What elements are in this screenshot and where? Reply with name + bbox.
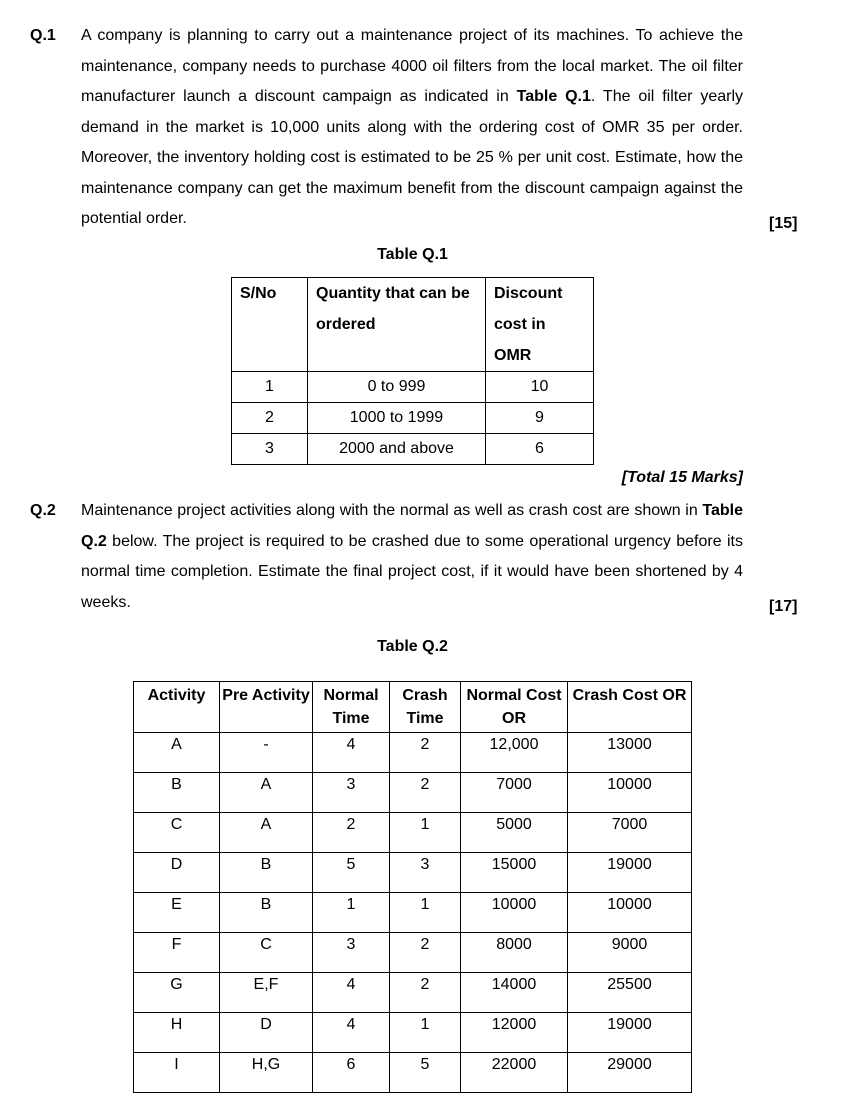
table-q1-row bbox=[232, 434, 594, 465]
table-q2-cell: 3 bbox=[313, 773, 390, 813]
table-q1-caption: Table Q.1 bbox=[377, 246, 448, 263]
table-q2-cell: 4 bbox=[313, 1013, 390, 1053]
table-q2-cell: 6 bbox=[313, 1053, 390, 1093]
table-q2-cell: 13000 bbox=[568, 733, 692, 773]
table-q2-cell: 5 bbox=[390, 1053, 461, 1093]
table-q1-header: S/No bbox=[232, 278, 308, 372]
table-q2-cell: B bbox=[220, 853, 313, 893]
table-q2-header: Crash Time bbox=[390, 682, 461, 733]
table-q2 bbox=[133, 681, 692, 1093]
question-1-marks: [15] bbox=[769, 215, 798, 232]
table-q2-row bbox=[134, 973, 692, 1013]
table-q2-cell: 3 bbox=[313, 933, 390, 973]
table-q2-cell: H bbox=[134, 1013, 220, 1053]
table-q2-cell: E,F bbox=[220, 973, 313, 1013]
table-q2-cell: C bbox=[134, 813, 220, 853]
table-q2-cell: 1 bbox=[313, 893, 390, 933]
table-q2-caption: Table Q.2 bbox=[377, 638, 448, 655]
table-q2-cell: 4 bbox=[313, 973, 390, 1013]
question-2-number: Q.2 bbox=[30, 502, 56, 519]
table-q1-cell: 1000 to 1999 bbox=[308, 403, 486, 434]
question-1-table-ref: Table Q.1 bbox=[516, 88, 591, 105]
table-q2-cell: A bbox=[220, 813, 313, 853]
table-q2-row bbox=[134, 933, 692, 973]
table-q2-cell: 22000 bbox=[461, 1053, 568, 1093]
table-q1-row bbox=[232, 372, 594, 403]
table-q1-row bbox=[232, 403, 594, 434]
table-q1-cell: 2000 and above bbox=[308, 434, 486, 465]
table-q1-header: Discount cost in OMR bbox=[486, 278, 594, 372]
table-q2-header: Normal Time bbox=[313, 682, 390, 733]
table-q2-cell: 14000 bbox=[461, 973, 568, 1013]
table-q2-cell: G bbox=[134, 973, 220, 1013]
table-q1-cell: 6 bbox=[486, 434, 594, 465]
table-q2-cell: A bbox=[134, 733, 220, 773]
table-q2-cell: 29000 bbox=[568, 1053, 692, 1093]
table-q2-cell: 10000 bbox=[461, 893, 568, 933]
table-q2-header: Normal Cost OR bbox=[461, 682, 568, 733]
table-q1-header-row bbox=[232, 278, 594, 372]
table-q2-cell: 2 bbox=[390, 973, 461, 1013]
table-q2-cell: E bbox=[134, 893, 220, 933]
table-q2-row bbox=[134, 733, 692, 773]
table-q2-row bbox=[134, 1013, 692, 1053]
table-q1 bbox=[231, 277, 594, 465]
table-q1-cell: 2 bbox=[232, 403, 308, 434]
table-q2-cell: D bbox=[220, 1013, 313, 1053]
table-q2-cell: B bbox=[220, 893, 313, 933]
table-q2-cell: 12000 bbox=[461, 1013, 568, 1053]
table-q2-header: Crash Cost OR bbox=[568, 682, 692, 733]
question-1-number: Q.1 bbox=[30, 27, 56, 44]
table-q2-cell: 8000 bbox=[461, 933, 568, 973]
table-q2-header: Activity bbox=[134, 682, 220, 733]
table-q2-cell: H,G bbox=[220, 1053, 313, 1093]
table-q2-cell: B bbox=[134, 773, 220, 813]
table-q1-cell: 9 bbox=[486, 403, 594, 434]
table-q2-cell: 9000 bbox=[568, 933, 692, 973]
question-2-text-post: below. The project is required to be crashed due to some operational urgency before its normal time completion. Estimate the final project cost, if it would have been shortened by 4 weeks. bbox=[81, 532, 743, 611]
table-q2-row bbox=[134, 893, 692, 933]
table-q2-cell: A bbox=[220, 773, 313, 813]
table-q2-cell: 10000 bbox=[568, 773, 692, 813]
table-q2-row bbox=[134, 1053, 692, 1093]
table-q2-cell: 1 bbox=[390, 813, 461, 853]
table-q2-cell: 2 bbox=[313, 813, 390, 853]
question-1-text-post: . The oil filter yearly demand in the market is 10,000 units along with the ordering cost of OMR 35 per order. Moreover, the inventory holding cost is estimated to be 25 % per unit cost. Estimate, how the maintenance company can get the maximum benefit from the discount campaign against the potential order. bbox=[81, 88, 743, 227]
table-q1-header: Quantity that can be ordered bbox=[308, 278, 486, 372]
table-q2-cell: 2 bbox=[390, 773, 461, 813]
question-2-marks: [17] bbox=[769, 598, 798, 615]
table-q2-cell: 12,000 bbox=[461, 733, 568, 773]
table-q2-cell: 5000 bbox=[461, 813, 568, 853]
table-q2-cell: 19000 bbox=[568, 1013, 692, 1053]
table-q2-header-row bbox=[134, 682, 692, 733]
table-q2-cell: 7000 bbox=[568, 813, 692, 853]
table-q1-cell: 3 bbox=[232, 434, 308, 465]
table-q2-cell: - bbox=[220, 733, 313, 773]
question-1-text bbox=[81, 21, 743, 235]
table-q2-cell: I bbox=[134, 1053, 220, 1093]
table-q2-cell: 1 bbox=[390, 1013, 461, 1053]
table-q2-header: Pre Activity bbox=[220, 682, 313, 733]
table-q1-cell: 1 bbox=[232, 372, 308, 403]
question-2-table-ref: Table Q.2 bbox=[81, 502, 743, 550]
table-q2-cell: F bbox=[134, 933, 220, 973]
question-2-text bbox=[81, 496, 743, 618]
question-1-text-pre: A company is planning to carry out a maintenance project of its machines. To achieve the maintenance, company needs to purchase 4000 oil filters from the local market. The oil filter manufacturer launch a discount campaign as indicated in bbox=[81, 27, 743, 105]
table-q2-cell: D bbox=[134, 853, 220, 893]
table-q2-row bbox=[134, 773, 692, 813]
table-q2-cell: 1 bbox=[390, 893, 461, 933]
question-2-text-pre: Maintenance project activities along with the normal as well as crash cost are shown in bbox=[81, 502, 703, 519]
table-q2-cell: 4 bbox=[313, 733, 390, 773]
table-q1-cell: 0 to 999 bbox=[308, 372, 486, 403]
question-1-total: [Total 15 Marks] bbox=[621, 469, 743, 486]
table-q2-cell: 19000 bbox=[568, 853, 692, 893]
table-q2-cell: 7000 bbox=[461, 773, 568, 813]
table-q2-cell: 3 bbox=[390, 853, 461, 893]
table-q2-cell: C bbox=[220, 933, 313, 973]
table-q2-row bbox=[134, 853, 692, 893]
table-q2-cell: 5 bbox=[313, 853, 390, 893]
table-q1-cell: 10 bbox=[486, 372, 594, 403]
table-q2-cell: 15000 bbox=[461, 853, 568, 893]
table-q2-cell: 2 bbox=[390, 933, 461, 973]
table-q2-cell: 2 bbox=[390, 733, 461, 773]
table-q2-cell: 10000 bbox=[568, 893, 692, 933]
table-q2-row bbox=[134, 813, 692, 853]
table-q2-cell: 25500 bbox=[568, 973, 692, 1013]
